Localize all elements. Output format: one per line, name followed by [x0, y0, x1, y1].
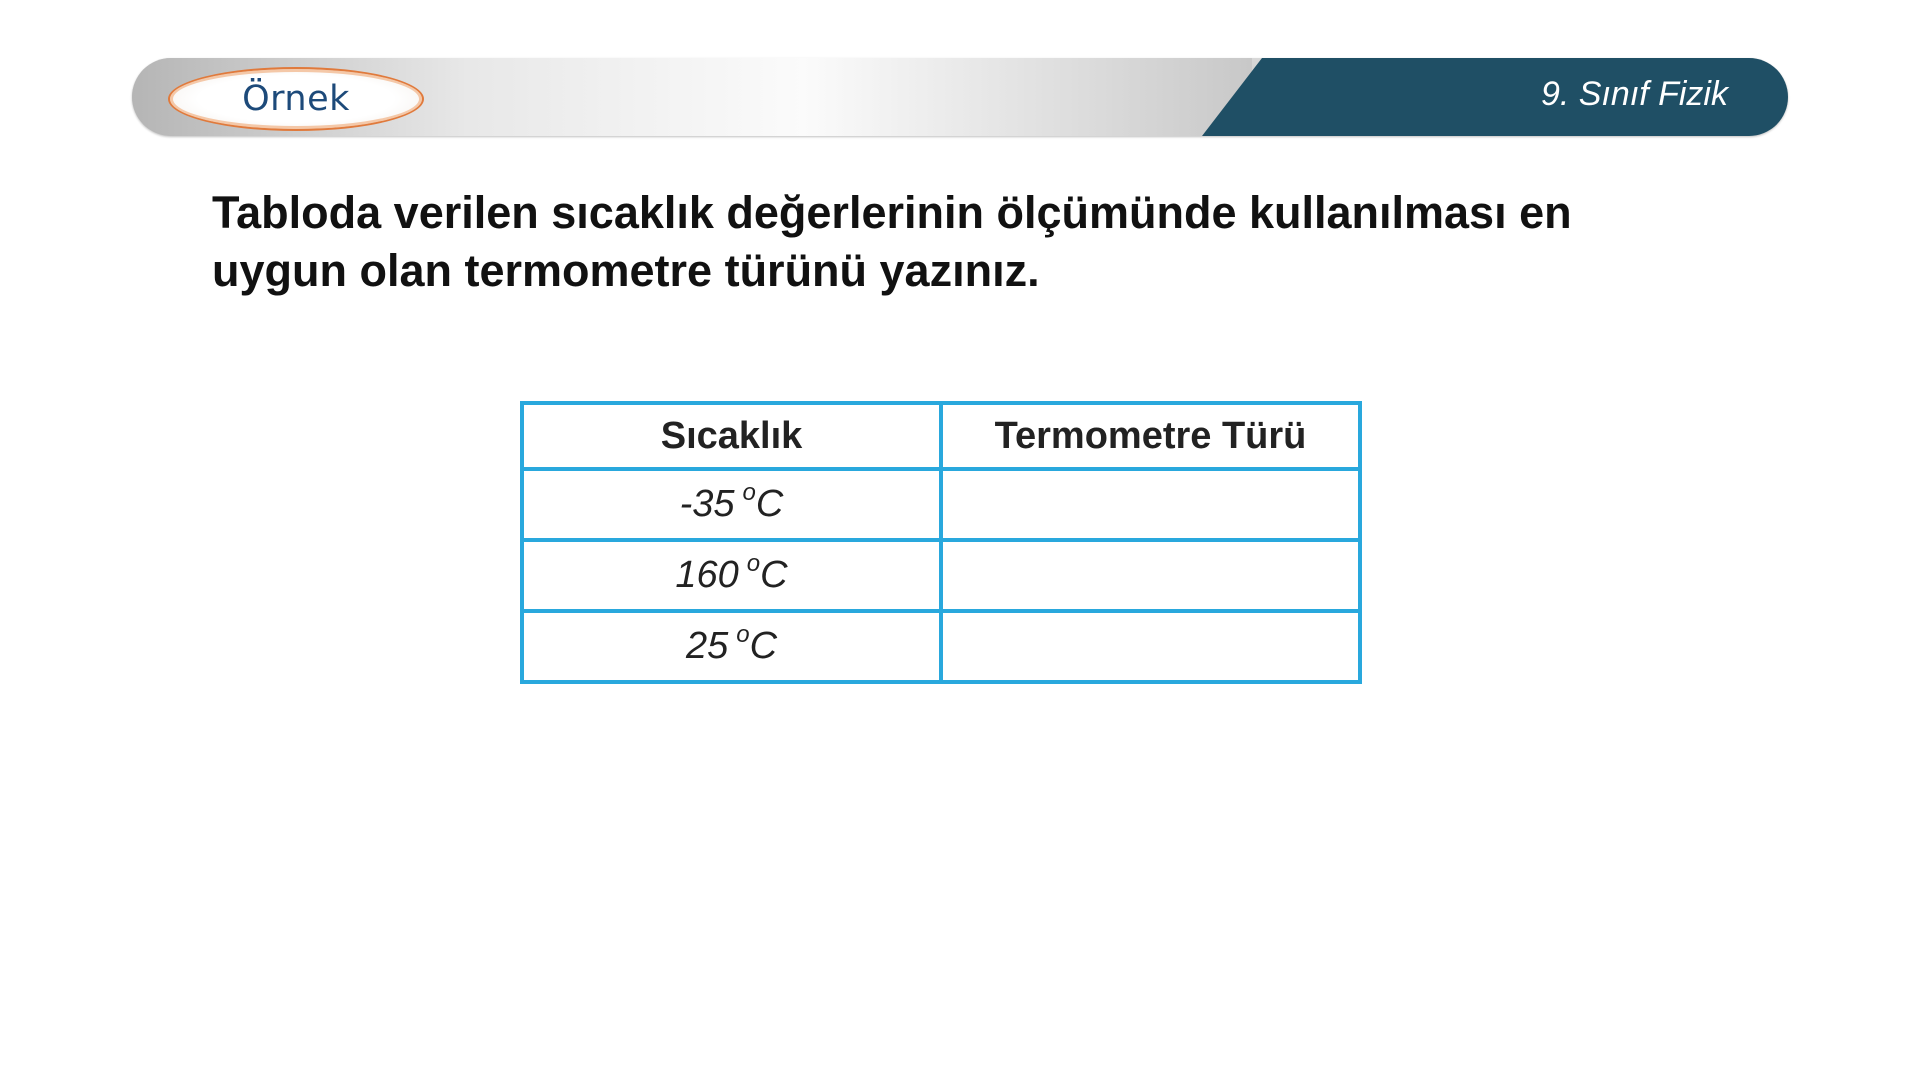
column-header-temperature: Sıcaklık — [522, 403, 941, 469]
temperature-cell — [522, 611, 941, 682]
temperature-cell — [522, 469, 941, 540]
degree-symbol: o — [736, 621, 750, 648]
course-label: 9. Sınıf Fizik — [1540, 75, 1728, 113]
table-header-row — [522, 403, 1360, 469]
temperature-cell — [522, 540, 941, 611]
temperature-unit: C — [749, 625, 778, 667]
example-badge — [168, 67, 424, 131]
thermometer-type-cell[interactable] — [941, 611, 1360, 682]
table-row — [522, 611, 1360, 682]
thermometer-type-cell[interactable] — [941, 469, 1360, 540]
temperature-unit: C — [755, 483, 784, 525]
table-row — [522, 469, 1360, 540]
degree-symbol: o — [742, 479, 756, 506]
temperature-value: 25 — [685, 625, 729, 667]
question-text — [212, 184, 1732, 300]
question-line-2: uygun olan termometre türünü yazınız. — [212, 245, 1040, 296]
question-line-1: Tabloda verilen sıcaklık değerlerinin ölçümünde kullanılması en — [212, 187, 1572, 238]
temperature-value: -35 — [679, 483, 735, 525]
thermometer-type-cell[interactable] — [941, 540, 1360, 611]
temperature-unit: C — [760, 554, 788, 596]
degree-symbol: o — [746, 550, 761, 577]
temperature-value: 160 — [675, 554, 739, 596]
table-row — [522, 540, 1360, 611]
temperature-table — [520, 401, 1362, 684]
example-badge-label: Örnek — [242, 79, 350, 119]
column-header-thermometer-type: Termometre Türü — [941, 403, 1360, 469]
